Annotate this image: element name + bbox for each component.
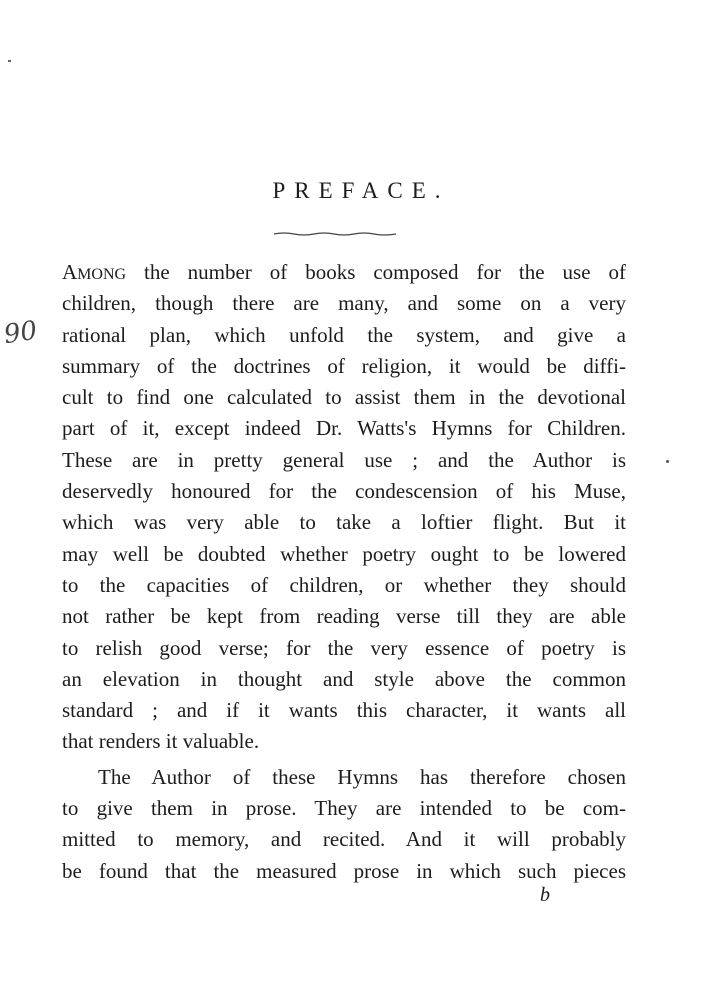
paragraph-1-line: standard ; and if it wants this character, it wants all (62, 698, 626, 723)
ink-dot (666, 460, 669, 463)
paragraph-2-line: to give them in prose. They are intended to be com- (62, 796, 626, 821)
paragraph-1-line-1 (62, 257, 626, 288)
paragraph-1-line: to relish good verse; for the very essence of poetry is (62, 635, 626, 660)
preface-text (62, 257, 626, 887)
signature-mark: b (540, 884, 550, 906)
drop-cap-first-letter: A (62, 260, 78, 284)
paragraph-1-line: deservedly honoured for the condescension of his Muse, (62, 479, 626, 504)
page-title: PREFACE. (272, 178, 450, 203)
paragraph-2-line: be found that the measured prose in which such pieces (62, 858, 626, 883)
paragraph-2-line: mitted to memory, and recited. And it will probably (62, 827, 626, 852)
paragraph-1-line: which was very able to take a loftier flight. But it (62, 510, 626, 535)
paragraph-1-line: summary of the doctrines of religion, it would be diffi- (62, 353, 626, 378)
paragraph-1-line: to the capacities of children, or whether they should (62, 572, 626, 597)
paragraph-1-line: cult to find one calculated to assist them in the devotional (62, 385, 626, 410)
paragraph-1-line: rational plan, which unfold the system, and give a (62, 322, 626, 347)
paragraph-1-line: part of it, except indeed Dr. Watts's Hymns for Children. (62, 416, 626, 441)
paragraph-2-line: The Author of these Hymns has therefore chosen (98, 764, 626, 789)
paragraph-1-line: not rather be kept from reading verse till they are able (62, 604, 626, 629)
ornamental-rule (272, 230, 398, 238)
paragraph-1-line: that renders it valuable. (62, 729, 260, 754)
line-text: the number of books composed for the use of (126, 260, 626, 284)
paragraph-1-line: may well be doubted whether poetry ought to be lowered (62, 541, 626, 566)
small-caps-word: MONG (77, 266, 127, 283)
paragraph-1-line: an elevation in thought and style above the common (62, 666, 626, 691)
handwritten-margin-note: 90 (2, 315, 40, 351)
paragraph-1-line: children, though there are many, and some on a very (62, 291, 626, 316)
paragraph-1-line: These are in pretty general use ; and the Author is (62, 447, 626, 472)
page-edge-mark (8, 60, 11, 62)
